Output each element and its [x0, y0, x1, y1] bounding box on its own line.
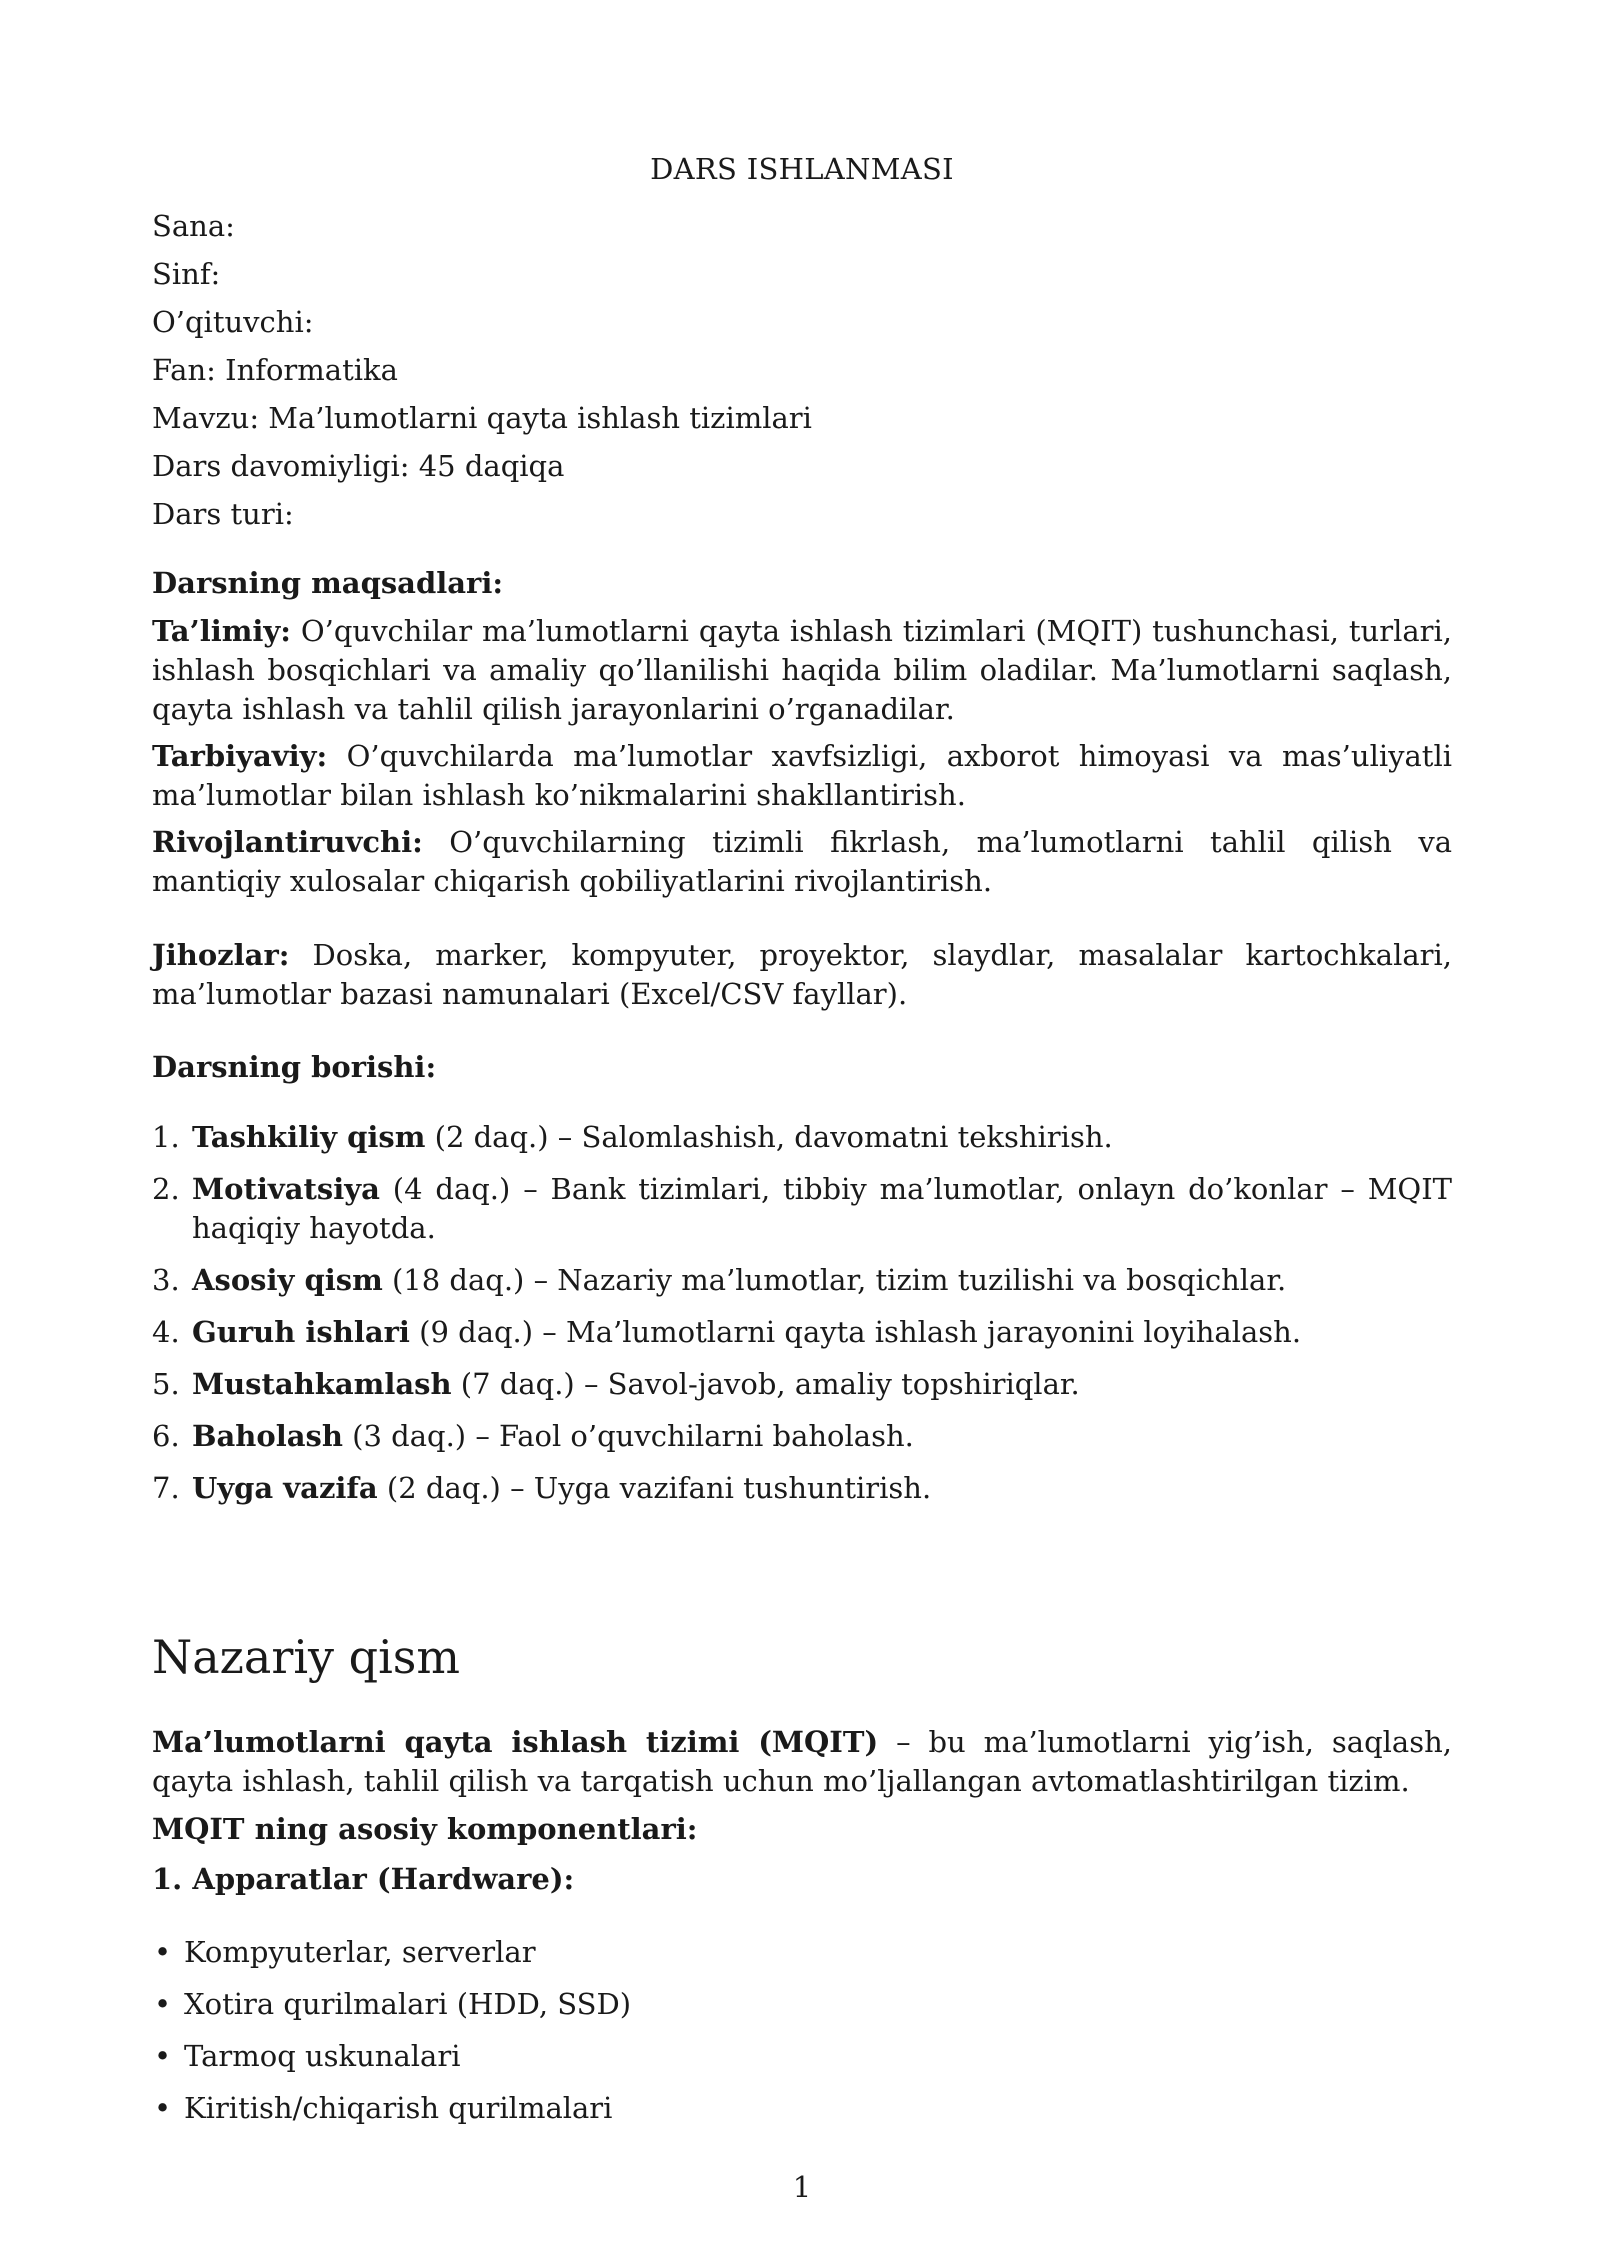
- goal-educational: [152, 612, 1452, 729]
- definition-term: Ma’lumotlarni qayta ishlash tizimi (MQIT): [152, 1725, 879, 1759]
- goal-upbringing-text: O’quvchilarda ma’lumotlar xavfsizligi, axborot himoyasi va mas’uliyatli ma’lumotlar bilan ishlash ko’nikmalarini shakllantirish.: [152, 739, 1452, 812]
- step-title: Uyga vazifa: [192, 1471, 378, 1505]
- step-number: 1.: [152, 1120, 180, 1154]
- section-heading: Nazariy qism: [152, 1630, 461, 1684]
- list-item: [152, 1469, 1452, 1508]
- list-item-text: Kompyuterlar, serverlar: [184, 1935, 536, 1969]
- goal-educational-text: O’quvchilar ma’lumotlarni qayta ishlash tizimlari (MQIT) tushunchasi, turlari, ishlash bosqichlari va amaliy qo’llanilishi haqida bilim oladilar. Ma’lumotlarni saqlash, qayta ishlash va tahlil qilish jarayonlarini o’rganadilar.: [152, 614, 1452, 726]
- list-item: [152, 1926, 631, 1978]
- step-title: Mustahkamlash: [192, 1367, 452, 1401]
- list-item: [152, 1417, 1452, 1456]
- step-text: (2 daq.) – Salomlashish, davomatni tekshirish.: [425, 1120, 1113, 1154]
- bullet-icon: •: [154, 1935, 172, 1969]
- hardware-heading: 1. Apparatlar (Hardware):: [152, 1862, 575, 1896]
- step-number: 7.: [152, 1471, 180, 1505]
- goal-developmental-label: Rivojlantiruvchi:: [152, 825, 423, 859]
- list-item: [152, 2082, 631, 2134]
- step-text: (7 daq.) – Savol-javob, amaliy topshiriqlar.: [451, 1367, 1080, 1401]
- mqit-definition: [152, 1723, 1452, 1801]
- goal-upbringing: [152, 737, 1452, 815]
- bullet-icon: •: [154, 1987, 172, 2021]
- meta-duration: Dars davomiyligi: 45 daqiqa: [152, 449, 565, 483]
- meta-class: Sinf:: [152, 257, 221, 291]
- list-item: [152, 1118, 1452, 1157]
- equipment-text: Doska, marker, kompyuter, proyektor, slaydlar, masalalar kartochkalari, ma’lumotlar bazasi namunalari (Excel/CSV fayllar).: [152, 938, 1452, 1011]
- step-text: (3 daq.) – Faol o’quvchilarni baholash.: [342, 1419, 914, 1453]
- meta-date: Sana:: [152, 209, 235, 243]
- definition-text: – bu ma’lumotlarni yig’ish, saqlash, qayta ishlash, tahlil qilish va tarqatish uchun mo’ljallangan avtomatlashtirilgan tizim.: [152, 1725, 1452, 1798]
- meta-topic: Mavzu: Ma’lumotlarni qayta ishlash tizimlari: [152, 401, 812, 435]
- list-item: [152, 2030, 631, 2082]
- step-number: 6.: [152, 1419, 180, 1453]
- list-item: [152, 1170, 1452, 1248]
- document-title: DARS ISHLANMASI: [650, 152, 954, 186]
- step-text: (9 daq.) – Ma’lumotlarni qayta ishlash jarayonini loyihalash.: [409, 1315, 1302, 1349]
- step-title: Asosiy qism: [192, 1263, 383, 1297]
- list-item: [152, 1365, 1452, 1404]
- step-title: Motivatsiya: [192, 1172, 380, 1206]
- step-number: 4.: [152, 1315, 180, 1349]
- bullet-icon: •: [154, 2039, 172, 2073]
- goal-educational-label: Ta’limiy:: [152, 614, 291, 648]
- bullet-icon: •: [154, 2091, 172, 2125]
- goal-upbringing-label: Tarbiyaviy:: [152, 739, 328, 773]
- hardware-list: [152, 1926, 631, 2134]
- step-title: Baholash: [192, 1419, 343, 1453]
- lesson-meta: [152, 202, 812, 538]
- equipment: [152, 936, 1452, 1014]
- meta-teacher: O’qituvchi:: [152, 305, 314, 339]
- meta-subject: Fan: Informatika: [152, 353, 398, 387]
- equipment-label: Jihozlar:: [152, 938, 290, 972]
- list-item-text: Tarmoq uskunalari: [184, 2039, 461, 2073]
- goal-developmental-text: O’quvchilarning tizimli fikrlash, ma’lumotlarni tahlil qilish va mantiqiy xulosalar chiqarish qobiliyatlarini rivojlantirish.: [152, 825, 1452, 898]
- list-item: [152, 1261, 1452, 1300]
- process-steps: [152, 1118, 1452, 1508]
- goal-developmental: [152, 823, 1452, 901]
- process-heading: Darsning borishi:: [152, 1050, 437, 1084]
- step-title: Tashkiliy qism: [192, 1120, 426, 1154]
- step-text: (2 daq.) – Uyga vazifani tushuntirish.: [377, 1471, 932, 1505]
- step-number: 5.: [152, 1367, 180, 1401]
- page-number: 1: [792, 2170, 812, 2204]
- step-number: 2.: [152, 1172, 180, 1206]
- list-item-text: Kiritish/chiqarish qurilmalari: [184, 2091, 613, 2125]
- list-item: [152, 1313, 1452, 1352]
- step-text: (18 daq.) – Nazariy ma’lumotlar, tizim tuzilishi va bosqichlar.: [382, 1263, 1287, 1297]
- step-title: Guruh ishlari: [192, 1315, 410, 1349]
- list-item: [152, 1978, 631, 2030]
- components-heading: MQIT ning asosiy komponentlari:: [152, 1812, 698, 1846]
- step-number: 3.: [152, 1263, 180, 1297]
- step-text: (4 daq.) – Bank tizimlari, tibbiy ma’lumotlar, onlayn do’konlar – MQIT haqiqiy hayotda.: [192, 1172, 1452, 1245]
- meta-lesson-type: Dars turi:: [152, 497, 294, 531]
- goals-heading: Darsning maqsadlari:: [152, 566, 504, 600]
- list-item-text: Xotira qurilmalari (HDD, SSD): [184, 1987, 632, 2021]
